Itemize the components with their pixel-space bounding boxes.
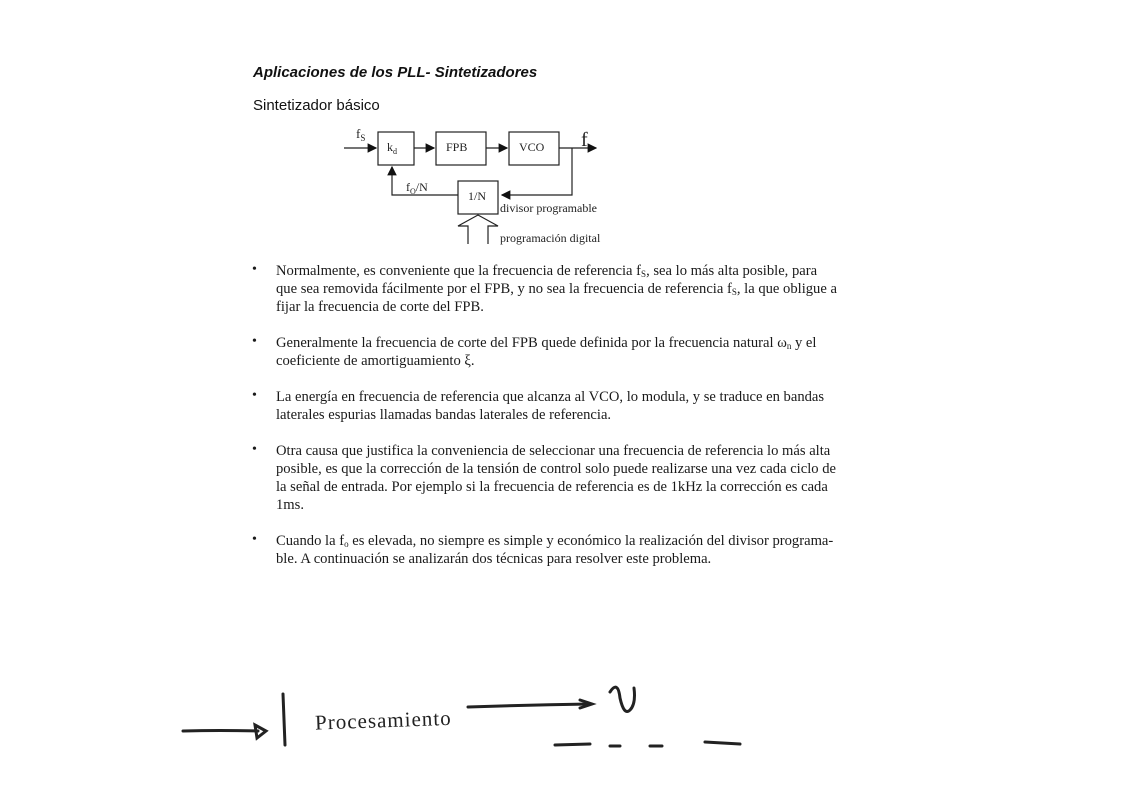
- subscript: n: [786, 341, 792, 351]
- hand-process-label: Procesamiento: [314, 705, 453, 735]
- text-segment: Normalmente, es conveniente que la frecuencia de referencia f: [276, 263, 642, 279]
- handwritten-sketch: [0, 660, 1123, 793]
- bullet-dot-icon: •: [252, 532, 257, 547]
- bullet-line: [276, 388, 892, 406]
- subscript: S: [641, 269, 647, 279]
- bullet-dot-icon: •: [252, 334, 257, 349]
- text-segment: es elevada, no siempre es simple y económico la realización del divisor programa-: [348, 533, 834, 549]
- programming-caption: programación digital: [500, 231, 601, 245]
- divider-caption: divisor programable: [500, 201, 597, 215]
- section-subtitle: Sintetizador básico: [253, 97, 380, 114]
- bullet-item: [252, 532, 892, 568]
- bullet-line: [276, 280, 892, 298]
- bullet-line: [276, 460, 892, 478]
- text-segment: , la que obligue a: [736, 281, 837, 297]
- bullet-dot-icon: •: [252, 262, 257, 277]
- bullet-item: [252, 262, 892, 316]
- bullet-dot-icon: •: [252, 388, 257, 403]
- text-segment: Generalmente la frecuencia de corte del FPB quede definida por la frecuencia natural ω: [276, 335, 787, 351]
- input-label: $f_S$: [356, 126, 366, 143]
- bullet-line: [276, 262, 892, 280]
- subscript: S: [731, 287, 737, 297]
- text-segment: Otra causa que justifica la conveniencia de seleccionar una frecuencia de referencia lo más alta: [276, 443, 831, 459]
- bullet-line: [276, 352, 892, 370]
- text-segment: la señal de entrada. Por ejemplo si la frecuencia de referencia es de 1kHz la corrección es cada: [276, 479, 828, 495]
- bullet-line: [276, 298, 892, 316]
- text-segment: 1ms.: [276, 497, 304, 513]
- bullet-line: [276, 550, 892, 568]
- text-segment: laterales espurias llamadas bandas laterales de referencia.: [276, 407, 612, 423]
- bullet-line: [276, 442, 892, 460]
- text-segment: La energía en frecuencia de referencia que alcanza al VCO, lo modula, y se traduce en bandas: [276, 389, 825, 405]
- text-segment: , sea lo más alta posible, para: [646, 263, 818, 279]
- text-segment: fijar la frecuencia de corte del FPB.: [276, 299, 484, 315]
- text-segment: coeficiente de amortiguamiento ξ.: [276, 353, 475, 369]
- text-segment: ble. A continuación se analizarán dos técnicas para resolver este problema.: [276, 551, 712, 567]
- bullet-item: [252, 442, 892, 514]
- hand-output-arrow: [468, 704, 590, 707]
- vco-label: VCO: [519, 140, 545, 154]
- bullet-line: [276, 496, 892, 514]
- bullet-line: [276, 532, 892, 550]
- divider-label: 1/N: [468, 189, 486, 203]
- hand-wave-symbol: [610, 687, 635, 711]
- kd-label: $k_d$: [387, 140, 397, 156]
- bullet-line: [276, 478, 892, 496]
- bullet-item: [252, 388, 892, 424]
- bullet-item: [252, 334, 892, 370]
- bullet-line: [276, 334, 892, 352]
- output-label: f: [581, 129, 588, 151]
- subscript: o: [344, 539, 349, 549]
- fpb-label: FPB: [446, 140, 468, 154]
- text-segment: y el: [791, 335, 817, 351]
- text-segment: Cuando la f: [276, 533, 345, 549]
- bullet-list: [252, 262, 892, 586]
- synthesizer-block-diagram: [330, 120, 630, 248]
- text-segment: que sea removida fácilmente por el FPB, y no sea la frecuencia de referencia f: [276, 281, 732, 297]
- hand-input-arrow: [183, 731, 258, 732]
- page-title: Aplicaciones de los PLL- Sintetizadores: [253, 64, 538, 81]
- text-segment: posible, es que la corrección de la tensión de control solo puede realizarse una vez cada ciclo de: [276, 461, 836, 477]
- programming-input-arrow: [458, 215, 498, 244]
- feedback-label: $f_O/N$: [406, 180, 428, 196]
- bullet-line: [276, 406, 892, 424]
- bullet-dot-icon: •: [252, 442, 257, 457]
- hand-process-box: [270, 660, 285, 745]
